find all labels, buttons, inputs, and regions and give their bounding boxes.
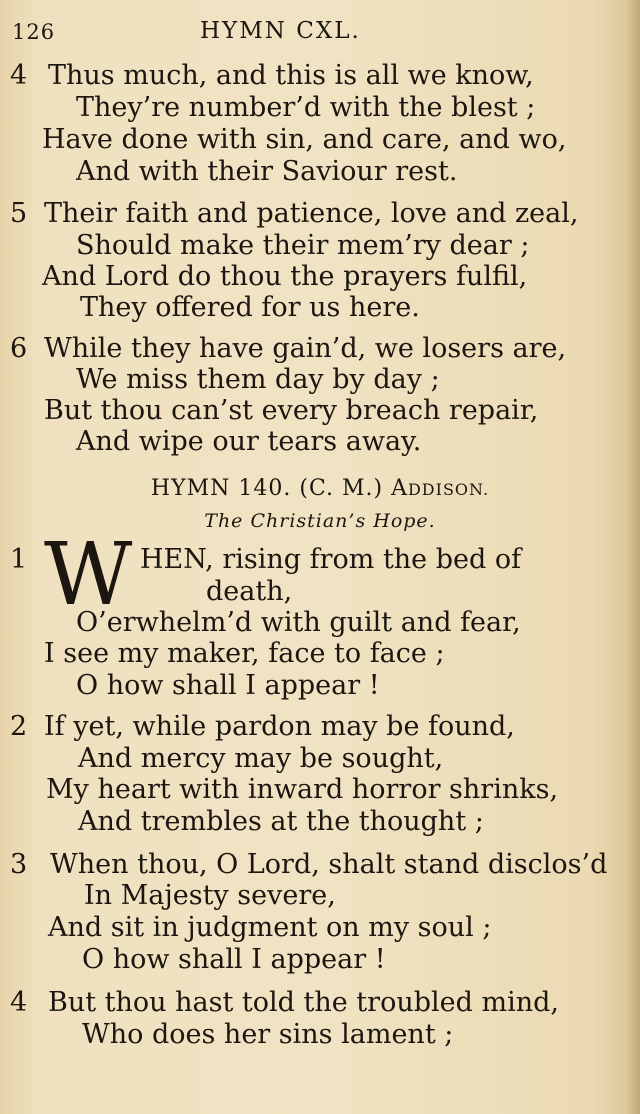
stanza-number: 3 bbox=[10, 849, 28, 880]
verse-line: Their faith and patience, love and zeal, bbox=[44, 198, 579, 229]
verse-line: death, bbox=[206, 576, 293, 607]
stanza-number: 4 bbox=[10, 987, 28, 1018]
verse-line: HEN, rising from the bed of bbox=[140, 544, 522, 575]
page-edge-shadow bbox=[626, 0, 640, 1114]
verse-line: Have done with sin, and care, and wo, bbox=[42, 124, 567, 155]
page-number: 126 bbox=[12, 20, 56, 44]
verse-line: We miss them day by day ; bbox=[76, 364, 440, 395]
hymn-author-initial: A bbox=[391, 476, 408, 501]
verse-line: And wipe our tears away. bbox=[76, 426, 422, 457]
verse-line: But thou can’st every breach repair, bbox=[44, 395, 539, 426]
verse-line: When thou, O Lord, shalt stand disclos’d bbox=[50, 849, 608, 880]
verse-line: And trembles at the thought ; bbox=[78, 806, 484, 837]
verse-line: If yet, while pardon may be found, bbox=[44, 711, 515, 742]
verse-line: My heart with inward horror shrinks, bbox=[46, 774, 559, 805]
hymn-author bbox=[391, 476, 489, 501]
hymn-title bbox=[0, 476, 640, 501]
verse-line: O how shall I appear ! bbox=[82, 944, 386, 975]
stanza-number: 2 bbox=[10, 711, 28, 742]
running-head: HYMN CXL. bbox=[200, 18, 361, 44]
verse-line: And with their Saviour rest. bbox=[76, 156, 458, 187]
page-header bbox=[0, 16, 640, 52]
verse-line: And mercy may be sought, bbox=[78, 743, 444, 774]
verse-line: But thou hast told the troubled mind, bbox=[48, 987, 559, 1018]
verse-line: And sit in judgment on my soul ; bbox=[48, 912, 492, 943]
hymn-author-rest: DDISON. bbox=[407, 480, 490, 499]
verse-line: They offered for us here. bbox=[80, 292, 420, 323]
hymn-title-main: HYMN 140. (C. M.) bbox=[150, 476, 392, 501]
verse-line: They’re number’d with the blest ; bbox=[76, 92, 536, 123]
verse-line: I see my maker, face to face ; bbox=[44, 638, 445, 669]
verse-line: And Lord do thou the prayers fulfil, bbox=[42, 261, 528, 292]
verse-line: Who does her sins lament ; bbox=[82, 1019, 454, 1050]
stanza-number: 4 bbox=[10, 60, 28, 91]
verse-line: Should make their mem’ry dear ; bbox=[76, 230, 530, 261]
hymn-subtitle: The Christian’s Hope. bbox=[204, 510, 436, 532]
verse-line: O’erwhelm’d with guilt and fear, bbox=[76, 607, 521, 638]
verse-line: In Majesty severe, bbox=[84, 880, 336, 911]
stanza-number: 1 bbox=[10, 544, 28, 575]
drop-cap: W bbox=[44, 525, 129, 625]
verse-line: While they have gain’d, we losers are, bbox=[44, 333, 567, 364]
verse-line: Thus much, and this is all we know, bbox=[48, 60, 534, 91]
stanza-number: 6 bbox=[10, 333, 28, 364]
stanza-number: 5 bbox=[10, 198, 28, 229]
verse-line: O how shall I appear ! bbox=[76, 670, 380, 701]
